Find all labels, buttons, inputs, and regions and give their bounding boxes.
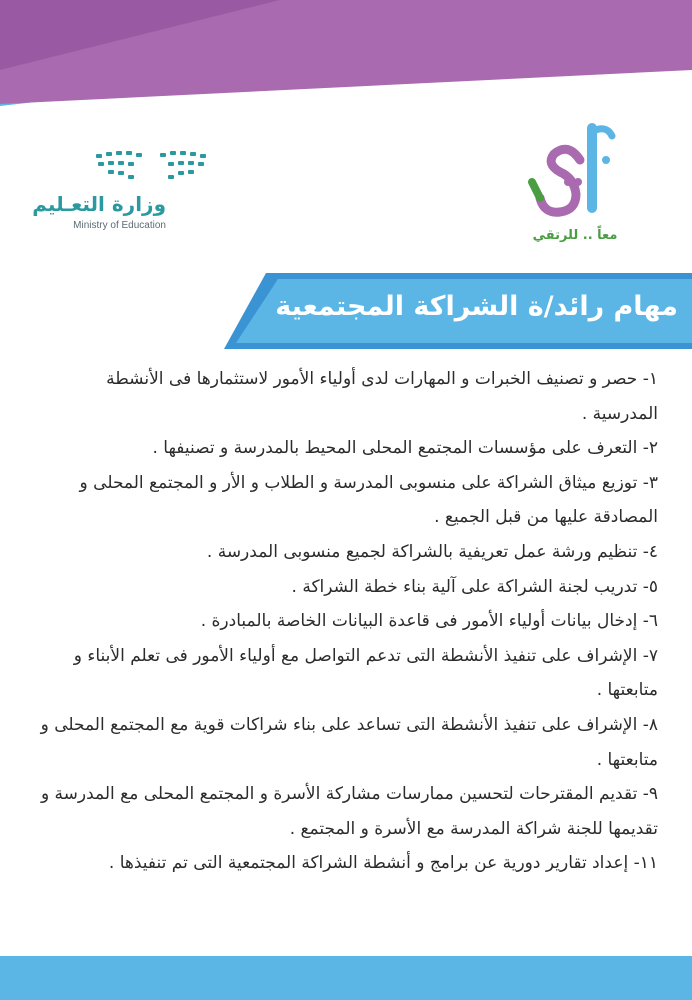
task-item: ٦- إدخال بيانات أولياء الأمور فى قاعدة البيانات الخاصة بالمبادرة . [200,611,658,632]
task-item: ١١- إعداد تقارير دورية عن برامج و أنشطة الشراكة المجتمعية التى تم تنفيذها . [108,853,658,874]
task-item: ٩- تقديم المقترحات لتحسين ممارسات مشاركة الأسرة و المجتمع المحلى مع المدرسة و تقديمها للجنة شراكة المدرسة مع الأسرة و المجتمع . [40,784,658,839]
irtiqaa-logo [520,120,630,260]
irtiqaa-logo-icon [520,120,630,230]
ministry-name-english: Ministry of Education [73,220,166,231]
tasks-list [40,362,658,881]
irtiqaa-slogan: معاً .. للرتقي [532,228,618,243]
task-item: ٧- الإشراف على تنفيذ الأنشطة التى تدعم التواصل مع أولياء الأمور فى تعلم الأبناء و متابعتها . [73,645,658,701]
task-item: ٤- تنظيم ورشة عمل تعريفية بالشراكة لجميع منسوبى المدرسة . [206,541,658,562]
bottom-bar [0,956,692,1000]
task-item: ٨- الإشراف على تنفيذ الأنشطة التى تساعد على بناء شراكات قوية مع المجتمع المحلى و متابعتها . [40,714,658,770]
task-item: ٣- توزيع ميثاق الشراكة على منسوبى المدرسة و الطلاب و الأر و المجتمع المحلى و المصادقة عليها من قبل الجميع . [79,472,658,528]
ministry-name-arabic: وزارة التعـليم [32,192,166,216]
task-item: ٢- التعرف على مؤسسات المجتمع المحلى المحيط بالمدرسة و تصنيفها . [152,438,658,459]
title-ribbon [224,273,692,349]
ministry-of-education-logo [32,140,166,240]
top-banner [0,0,692,130]
task-item: ١- حصر و تصنيف الخبرات و المهارات لدى أولياء الأمور لاستثمارها فى الأنشطة المدرسية . [106,369,658,424]
ministry-dots-icon [92,146,210,186]
task-item: ٥- تدريب لجنة الشراكة على آلية بناء خطة الشراكة . [291,576,658,597]
page-title: مهام رائد/ة الشراكة المجتمعية [275,291,678,322]
